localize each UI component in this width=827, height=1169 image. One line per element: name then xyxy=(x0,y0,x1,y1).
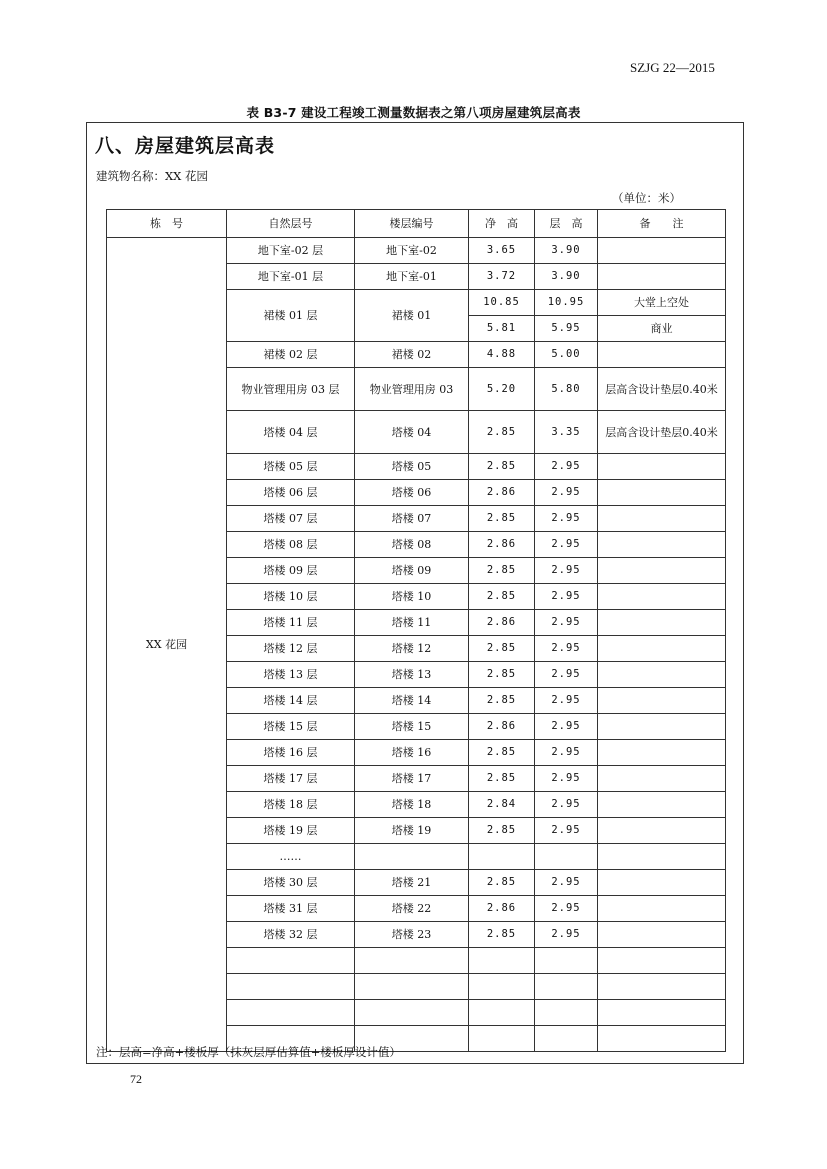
net-height-cell: 3.72 xyxy=(469,264,535,290)
remark-cell xyxy=(598,792,726,818)
empty-cell xyxy=(535,1000,598,1026)
remark-cell xyxy=(598,714,726,740)
net-height-cell: 2.85 xyxy=(469,558,535,584)
empty-cell xyxy=(469,1000,535,1026)
empty-cell xyxy=(227,948,355,974)
natural-floor-cell: 塔楼 18 层 xyxy=(227,792,355,818)
floor-height-cell: 3.90 xyxy=(535,264,598,290)
remark-cell xyxy=(598,506,726,532)
empty-cell xyxy=(598,1026,726,1052)
natural-floor-cell: 塔楼 32 层 xyxy=(227,922,355,948)
natural-floor-cell: 塔楼 17 层 xyxy=(227,766,355,792)
table-header-row xyxy=(107,210,726,238)
page-number: 72 xyxy=(130,1072,142,1086)
floor-code-cell: 地下室-02 xyxy=(355,238,469,264)
empty-cell xyxy=(355,1000,469,1026)
remark-cell xyxy=(598,558,726,584)
remark-cell xyxy=(598,766,726,792)
floor-height-cell: 5.80 xyxy=(535,368,598,411)
natural-floor-cell: 裙楼 02 层 xyxy=(227,342,355,368)
standard-code: SZJG 22—2015 xyxy=(630,60,715,75)
floor-height-cell: 2.95 xyxy=(535,740,598,766)
remark-cell xyxy=(598,688,726,714)
floor-code-cell: 地下室-01 xyxy=(355,264,469,290)
floor-height-cell: 2.95 xyxy=(535,922,598,948)
net-height-cell: 2.85 xyxy=(469,584,535,610)
floor-code-cell: 物业管理用房 03 xyxy=(355,368,469,411)
empty-cell xyxy=(227,974,355,1000)
footnote: 注：层高=净高+楼板厚（抹灰层厚估算值+楼板厚设计值） xyxy=(96,1045,401,1059)
floor-height-cell: 2.95 xyxy=(535,714,598,740)
natural-floor-cell: 塔楼 19 层 xyxy=(227,818,355,844)
natural-floor-cell: 塔楼 15 层 xyxy=(227,714,355,740)
floor-code-cell: 塔楼 08 xyxy=(355,532,469,558)
net-height-cell: 2.85 xyxy=(469,506,535,532)
remark-cell xyxy=(598,532,726,558)
natural-floor-cell: 塔楼 07 层 xyxy=(227,506,355,532)
header-remarks: 备 注 xyxy=(598,210,726,238)
floor-height-cell: 2.95 xyxy=(535,818,598,844)
remark-cell xyxy=(598,922,726,948)
natural-floor-cell: 塔楼 09 层 xyxy=(227,558,355,584)
net-height-cell: 2.86 xyxy=(469,480,535,506)
empty-cell xyxy=(355,948,469,974)
empty-cell xyxy=(535,974,598,1000)
floor-code-cell: 裙楼 02 xyxy=(355,342,469,368)
floor-height-cell: 5.95 xyxy=(535,316,598,342)
floor-code-cell: 塔楼 07 xyxy=(355,506,469,532)
header-net-height: 净 高 xyxy=(469,210,535,238)
empty-cell xyxy=(535,1026,598,1052)
remark-cell xyxy=(598,870,726,896)
table-row xyxy=(107,238,726,264)
natural-floor-cell: 塔楼 13 层 xyxy=(227,662,355,688)
floor-height-cell: 2.95 xyxy=(535,454,598,480)
remark-cell xyxy=(598,896,726,922)
remark-cell: 层高含设计垫层0.40米 xyxy=(598,411,726,454)
empty-cell xyxy=(535,948,598,974)
floor-height-cell: 2.95 xyxy=(535,896,598,922)
floor-height-cell xyxy=(535,844,598,870)
empty-cell xyxy=(598,948,726,974)
natural-floor-cell: 塔楼 06 层 xyxy=(227,480,355,506)
floor-height-cell: 2.95 xyxy=(535,506,598,532)
remark-cell xyxy=(598,844,726,870)
floor-code-cell: 塔楼 16 xyxy=(355,740,469,766)
natural-floor-cell: 塔楼 12 层 xyxy=(227,636,355,662)
section-title: 八、房屋建筑层高表 xyxy=(95,135,276,157)
remark-cell xyxy=(598,662,726,688)
net-height-cell: 2.86 xyxy=(469,610,535,636)
remark-cell xyxy=(598,818,726,844)
floor-height-cell: 2.95 xyxy=(535,532,598,558)
header-floor-height: 层 高 xyxy=(535,210,598,238)
net-height-cell: 2.85 xyxy=(469,454,535,480)
net-height-cell: 3.65 xyxy=(469,238,535,264)
floor-code-cell: 塔楼 12 xyxy=(355,636,469,662)
building-cell: XX 花园 xyxy=(107,238,227,1052)
remark-cell xyxy=(598,636,726,662)
floor-code-cell: 塔楼 15 xyxy=(355,714,469,740)
natural-floor-cell: 塔楼 30 层 xyxy=(227,870,355,896)
floor-height-cell: 2.95 xyxy=(535,480,598,506)
floor-height-cell: 10.95 xyxy=(535,290,598,316)
empty-cell xyxy=(598,974,726,1000)
table-caption: 表 B3-7 建设工程竣工测量数据表之第八项房屋建筑层高表 xyxy=(246,105,581,120)
floor-code-cell: 塔楼 13 xyxy=(355,662,469,688)
floor-height-cell: 2.95 xyxy=(535,766,598,792)
header-natural-floor: 自然层号 xyxy=(227,210,355,238)
natural-floor-cell: 塔楼 10 层 xyxy=(227,584,355,610)
natural-floor-cell: 塔楼 11 层 xyxy=(227,610,355,636)
natural-floor-cell: 地下室-01 层 xyxy=(227,264,355,290)
remark-cell: 商业 xyxy=(598,316,726,342)
floor-code-cell: 塔楼 21 xyxy=(355,870,469,896)
floor-height-cell: 3.90 xyxy=(535,238,598,264)
header-floor-code: 楼层编号 xyxy=(355,210,469,238)
floor-code-cell: 塔楼 10 xyxy=(355,584,469,610)
net-height-cell: 2.85 xyxy=(469,818,535,844)
remark-cell xyxy=(598,264,726,290)
net-height-cell: 10.85 xyxy=(469,290,535,316)
floor-code-cell xyxy=(355,844,469,870)
remark-cell xyxy=(598,740,726,766)
net-height-cell: 2.85 xyxy=(469,662,535,688)
floor-height-cell: 2.95 xyxy=(535,792,598,818)
floor-code-cell: 塔楼 18 xyxy=(355,792,469,818)
net-height-cell: 2.85 xyxy=(469,922,535,948)
natural-floor-cell: 塔楼 05 层 xyxy=(227,454,355,480)
floor-height-cell: 5.00 xyxy=(535,342,598,368)
empty-cell xyxy=(355,974,469,1000)
empty-cell xyxy=(469,974,535,1000)
net-height-cell: 2.85 xyxy=(469,870,535,896)
floor-code-cell: 塔楼 11 xyxy=(355,610,469,636)
natural-floor-cell: 塔楼 16 层 xyxy=(227,740,355,766)
floor-code-cell: 塔楼 05 xyxy=(355,454,469,480)
floor-code-cell: 塔楼 17 xyxy=(355,766,469,792)
floor-code-cell: 塔楼 19 xyxy=(355,818,469,844)
net-height-cell: 2.86 xyxy=(469,532,535,558)
net-height-cell: 2.85 xyxy=(469,636,535,662)
building-name-label: 建筑物名称：XX 花园 xyxy=(96,169,209,183)
floor-height-cell: 2.95 xyxy=(535,610,598,636)
floor-code-cell: 塔楼 22 xyxy=(355,896,469,922)
net-height-cell: 4.88 xyxy=(469,342,535,368)
floor-code-cell: 塔楼 09 xyxy=(355,558,469,584)
net-height-cell: 2.85 xyxy=(469,688,535,714)
remark-cell xyxy=(598,342,726,368)
natural-floor-cell: …… xyxy=(227,844,355,870)
empty-cell xyxy=(469,948,535,974)
natural-floor-cell: 塔楼 04 层 xyxy=(227,411,355,454)
floor-height-cell: 2.95 xyxy=(535,662,598,688)
floor-height-cell: 3.35 xyxy=(535,411,598,454)
remark-cell xyxy=(598,480,726,506)
net-height-cell: 5.81 xyxy=(469,316,535,342)
net-height-cell xyxy=(469,844,535,870)
empty-cell xyxy=(227,1000,355,1026)
remark-cell: 层高含设计垫层0.40米 xyxy=(598,368,726,411)
floor-code-cell: 塔楼 23 xyxy=(355,922,469,948)
empty-cell xyxy=(598,1000,726,1026)
floor-code-cell: 塔楼 04 xyxy=(355,411,469,454)
net-height-cell: 2.85 xyxy=(469,740,535,766)
remark-cell xyxy=(598,584,726,610)
remark-cell xyxy=(598,238,726,264)
natural-floor-cell: 塔楼 08 层 xyxy=(227,532,355,558)
net-height-cell: 2.86 xyxy=(469,714,535,740)
net-height-cell: 2.84 xyxy=(469,792,535,818)
natural-floor-cell: 裙楼 01 层 xyxy=(227,290,355,342)
natural-floor-cell: 塔楼 31 层 xyxy=(227,896,355,922)
remark-cell xyxy=(598,610,726,636)
floor-height-cell: 2.95 xyxy=(535,688,598,714)
net-height-cell: 5.20 xyxy=(469,368,535,411)
floor-height-cell: 2.95 xyxy=(535,636,598,662)
floor-code-cell: 裙楼 01 xyxy=(355,290,469,342)
header-building: 栋 号 xyxy=(107,210,227,238)
empty-cell xyxy=(469,1026,535,1052)
floor-height-cell: 2.95 xyxy=(535,870,598,896)
remark-cell xyxy=(598,454,726,480)
natural-floor-cell: 地下室-02 层 xyxy=(227,238,355,264)
remark-cell: 大堂上空处 xyxy=(598,290,726,316)
floor-height-cell: 2.95 xyxy=(535,584,598,610)
net-height-cell: 2.86 xyxy=(469,896,535,922)
net-height-cell: 2.85 xyxy=(469,766,535,792)
net-height-cell: 2.85 xyxy=(469,411,535,454)
floor-code-cell: 塔楼 14 xyxy=(355,688,469,714)
natural-floor-cell: 塔楼 14 层 xyxy=(227,688,355,714)
floor-height-cell: 2.95 xyxy=(535,558,598,584)
unit-label: （单位：米） xyxy=(612,191,681,205)
floor-height-table xyxy=(106,209,726,1052)
floor-code-cell: 塔楼 06 xyxy=(355,480,469,506)
natural-floor-cell: 物业管理用房 03 层 xyxy=(227,368,355,411)
